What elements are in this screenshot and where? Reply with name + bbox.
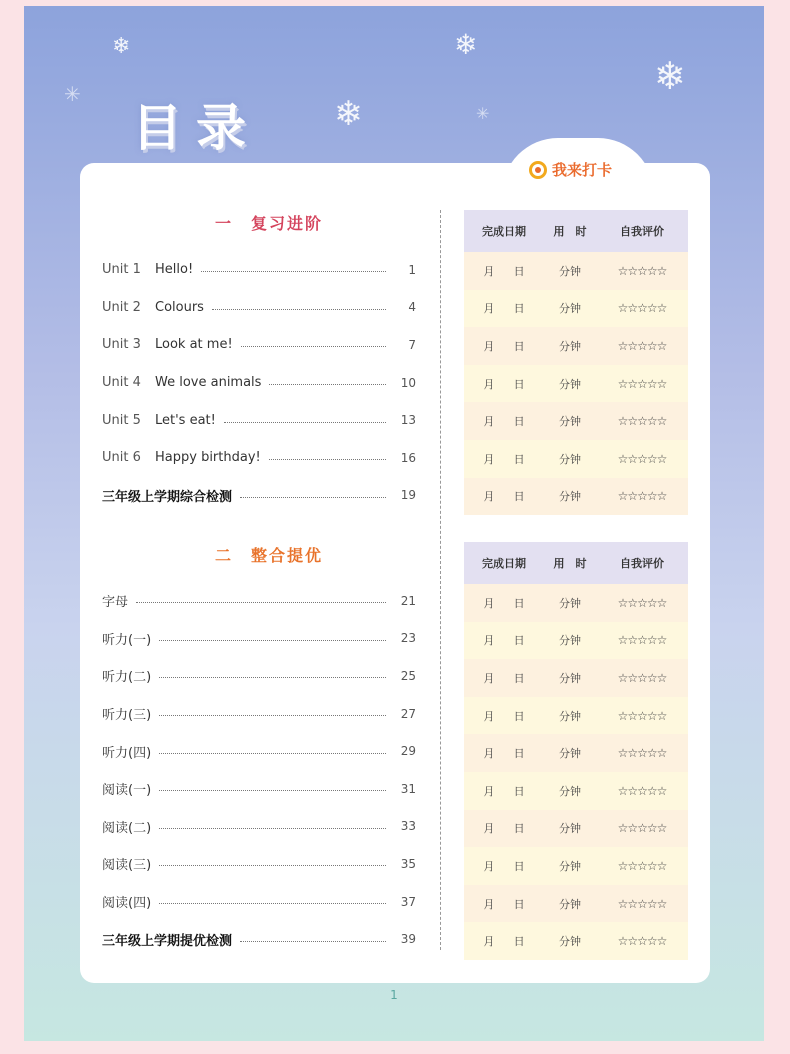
time-cell: 分钟 — [559, 897, 581, 911]
toc-entry — [102, 657, 416, 695]
rating-stars: ☆☆☆☆☆ — [617, 858, 667, 873]
day-label: 日 — [513, 897, 525, 911]
toc-entry-label — [102, 704, 151, 723]
toc-entry — [102, 251, 416, 289]
toc-entry — [102, 364, 416, 402]
checkin-row — [464, 847, 688, 885]
time-cell: 分钟 — [559, 859, 581, 873]
rating-stars: ☆☆☆☆☆ — [617, 451, 667, 466]
leader-dots — [240, 497, 386, 498]
checkin-row — [464, 365, 688, 403]
toc-entry-label — [102, 591, 128, 610]
unit-number: Unit 4 — [102, 375, 141, 391]
checkin-row — [464, 252, 688, 290]
toc-entry — [102, 439, 416, 477]
toc-entry-label — [102, 779, 151, 798]
page-ref: 1 — [408, 262, 416, 277]
entry-title: Hello! — [155, 262, 194, 278]
snowflake-icon: ❄ — [454, 28, 478, 61]
month-label: 月 — [483, 490, 495, 504]
checkin-table-review — [464, 210, 688, 515]
leader-dots — [159, 828, 386, 829]
checkin-text: 我来打卡 — [552, 161, 613, 179]
unit-number: Unit 2 — [102, 299, 141, 315]
leader-dots — [240, 941, 386, 942]
table-header — [464, 210, 688, 252]
month-label: 月 — [483, 897, 495, 911]
date-cell — [464, 933, 544, 949]
entry-title: Colours — [155, 299, 204, 315]
unit-number: Unit 3 — [102, 337, 141, 353]
toc-entry-label — [102, 854, 151, 873]
time-cell: 分钟 — [559, 596, 581, 610]
page-ref: 39 — [400, 932, 416, 947]
rating-stars: ☆☆☆☆☆ — [617, 595, 667, 610]
date-cell — [464, 263, 544, 279]
leader-dots — [159, 790, 386, 791]
date-cell — [464, 451, 544, 467]
time-cell: 分钟 — [559, 490, 581, 504]
entry-title: 听力(四) — [102, 745, 152, 761]
page-ref: 16 — [400, 450, 416, 465]
entry-title: 字母 — [102, 595, 129, 611]
leader-dots — [159, 903, 386, 904]
checkin-row — [464, 697, 688, 735]
day-label: 日 — [513, 339, 525, 353]
entry-title: 三年级上学期综合检测 — [102, 489, 233, 505]
rating-stars: ☆☆☆☆☆ — [617, 338, 667, 353]
month-label: 月 — [483, 709, 495, 723]
toc-entry — [102, 883, 416, 921]
rating-stars: ☆☆☆☆☆ — [617, 783, 667, 798]
rating-stars: ☆☆☆☆☆ — [617, 301, 667, 316]
snowflake-icon: ❄ — [112, 34, 131, 59]
toc-entry — [102, 770, 416, 808]
entry-title: 听力(一) — [102, 632, 152, 648]
time-cell: 分钟 — [559, 784, 581, 798]
time-cell: 分钟 — [559, 747, 581, 761]
day-label: 日 — [513, 747, 525, 761]
header-cell: 完成日期 — [482, 557, 526, 570]
time-cell: 分钟 — [559, 415, 581, 429]
page-ref: 37 — [400, 894, 416, 909]
toc-entry-label — [102, 817, 151, 836]
entry-title: 阅读(四) — [102, 896, 152, 912]
day-label: 日 — [513, 596, 525, 610]
rating-stars: ☆☆☆☆☆ — [617, 746, 667, 761]
page-ref: 13 — [400, 413, 416, 428]
day-label: 日 — [513, 784, 525, 798]
header-cell: 自我评价 — [620, 557, 664, 570]
date-cell — [464, 595, 544, 611]
toc-entry-label — [102, 629, 151, 648]
checkin-row — [464, 584, 688, 622]
date-cell — [464, 783, 544, 799]
snowflake-icon: ✳ — [64, 82, 81, 106]
checkin-row — [464, 810, 688, 848]
leader-dots — [159, 715, 386, 716]
month-label: 月 — [483, 377, 495, 391]
leader-dots — [159, 640, 386, 641]
section-title-review: 一 复习进阶 — [214, 214, 323, 233]
month-label: 月 — [483, 747, 495, 761]
toc-entry-label — [102, 450, 261, 465]
toc-entry — [102, 620, 416, 658]
date-cell — [464, 300, 544, 316]
entry-title: 听力(三) — [102, 708, 152, 724]
entry-title: 阅读(一) — [102, 783, 152, 799]
toc-entry — [102, 845, 416, 883]
rating-stars: ☆☆☆☆☆ — [617, 708, 667, 723]
month-label: 月 — [483, 596, 495, 610]
unit-number: Unit 5 — [102, 412, 141, 428]
day-label: 日 — [513, 709, 525, 723]
column-divider — [440, 210, 441, 950]
rating-stars: ☆☆☆☆☆ — [617, 670, 667, 685]
leader-dots — [159, 865, 386, 866]
toc-entry-label — [102, 930, 232, 949]
time-cell: 分钟 — [559, 452, 581, 466]
month-label: 月 — [483, 452, 495, 466]
entry-title: 阅读(二) — [102, 820, 152, 836]
rating-stars: ☆☆☆☆☆ — [617, 934, 667, 949]
day-label: 日 — [513, 264, 525, 278]
date-cell — [464, 413, 544, 429]
time-cell: 分钟 — [559, 634, 581, 648]
toc-entry-label — [102, 892, 151, 911]
month-label: 月 — [483, 859, 495, 873]
page-ref: 27 — [400, 706, 416, 721]
checkin-row — [464, 734, 688, 772]
toc-list-integration — [102, 582, 416, 958]
date-cell — [464, 632, 544, 648]
toc-entry — [102, 326, 416, 364]
month-label: 月 — [483, 671, 495, 685]
date-cell — [464, 820, 544, 836]
entry-title: We love animals — [155, 375, 262, 391]
toc-entry-label — [102, 337, 233, 352]
header-cell: 自我评价 — [620, 225, 664, 238]
time-cell: 分钟 — [559, 935, 581, 949]
unit-number: Unit 6 — [102, 450, 141, 466]
date-cell — [464, 338, 544, 354]
time-cell: 分钟 — [559, 264, 581, 278]
entry-title: Let's eat! — [155, 412, 216, 428]
month-label: 月 — [483, 634, 495, 648]
date-cell — [464, 376, 544, 392]
month-label: 月 — [483, 302, 495, 316]
snowflake-icon: ✳ — [476, 104, 490, 123]
page-ref: 31 — [400, 781, 416, 796]
page-ref: 19 — [400, 488, 416, 503]
checkin-row — [464, 885, 688, 923]
month-label: 月 — [483, 415, 495, 429]
toc-entry-label — [102, 486, 232, 505]
leader-dots — [159, 753, 386, 754]
page-ref: 7 — [408, 337, 416, 352]
leader-dots — [269, 384, 386, 385]
date-cell — [464, 896, 544, 912]
toc-entry — [102, 477, 416, 515]
toc-entry-label — [102, 375, 261, 390]
entry-title: 三年级上学期提优检测 — [102, 933, 233, 949]
leader-dots — [212, 309, 386, 310]
page-ref: 21 — [400, 593, 416, 608]
toc-list-review — [102, 251, 416, 514]
toc-entry — [102, 920, 416, 958]
day-label: 日 — [513, 671, 525, 685]
checkin-row — [464, 440, 688, 478]
leader-dots — [269, 459, 386, 460]
rating-stars: ☆☆☆☆☆ — [617, 633, 667, 648]
page-ref: 4 — [408, 300, 416, 315]
month-label: 月 — [483, 339, 495, 353]
month-label: 月 — [483, 822, 495, 836]
leader-dots — [159, 677, 386, 678]
header-cell: 完成日期 — [482, 225, 526, 238]
section-title-integration: 二 整合提优 — [214, 546, 323, 565]
checkin-row — [464, 327, 688, 365]
date-cell — [464, 488, 544, 504]
checkin-table-integration — [464, 542, 688, 960]
toc-entry — [102, 808, 416, 846]
leader-dots — [201, 271, 386, 272]
day-label: 日 — [513, 377, 525, 391]
date-cell — [464, 858, 544, 874]
day-label: 日 — [513, 452, 525, 466]
toc-entry — [102, 695, 416, 733]
day-label: 日 — [513, 822, 525, 836]
day-label: 日 — [513, 859, 525, 873]
toc-entry-label — [102, 742, 151, 761]
page — [24, 6, 764, 1041]
checkin-row — [464, 922, 688, 960]
month-label: 月 — [483, 935, 495, 949]
checkin-row — [464, 772, 688, 810]
page-title: 目录 — [132, 99, 260, 157]
checkin-row — [464, 659, 688, 697]
time-cell: 分钟 — [559, 302, 581, 316]
snowflake-icon: ❄ — [654, 54, 686, 98]
time-cell: 分钟 — [559, 822, 581, 836]
rating-stars: ☆☆☆☆☆ — [617, 896, 667, 911]
page-ref: 33 — [400, 819, 416, 834]
time-cell: 分钟 — [559, 671, 581, 685]
page-ref: 29 — [400, 744, 416, 759]
day-label: 日 — [513, 490, 525, 504]
page-number: 1 — [390, 988, 398, 1002]
checkin-row — [464, 402, 688, 440]
rating-stars: ☆☆☆☆☆ — [617, 821, 667, 836]
date-cell — [464, 745, 544, 761]
snowflake-icon: ❄ — [334, 94, 363, 134]
rating-stars: ☆☆☆☆☆ — [617, 376, 667, 391]
checkin-row — [464, 478, 688, 516]
day-label: 日 — [513, 634, 525, 648]
toc-entry — [102, 401, 416, 439]
day-label: 日 — [513, 415, 525, 429]
date-cell — [464, 670, 544, 686]
unit-number: Unit 1 — [102, 262, 141, 278]
header-cell: 用 时 — [553, 225, 587, 238]
time-cell: 分钟 — [559, 339, 581, 353]
toc-entry — [102, 732, 416, 770]
rating-stars: ☆☆☆☆☆ — [617, 263, 667, 278]
toc-entry — [102, 582, 416, 620]
table-header — [464, 542, 688, 584]
target-icon — [529, 161, 547, 179]
toc-entry-label — [102, 262, 193, 277]
entry-title: Happy birthday! — [155, 450, 261, 466]
leader-dots — [241, 346, 386, 347]
time-cell: 分钟 — [559, 709, 581, 723]
table-body — [464, 252, 688, 515]
header-cell: 用 时 — [553, 557, 587, 570]
page-ref: 10 — [400, 375, 416, 390]
toc-entry-label — [102, 413, 216, 428]
date-cell — [464, 708, 544, 724]
entry-title: 听力(二) — [102, 670, 152, 686]
checkin-row — [464, 290, 688, 328]
leader-dots — [224, 422, 386, 423]
page-ref: 25 — [400, 668, 416, 683]
leader-dots — [136, 602, 386, 603]
page-ref: 23 — [400, 631, 416, 646]
time-cell: 分钟 — [559, 377, 581, 391]
entry-title: Look at me! — [155, 337, 233, 353]
checkin-label — [529, 159, 612, 180]
table-body — [464, 584, 688, 960]
month-label: 月 — [483, 264, 495, 278]
rating-stars: ☆☆☆☆☆ — [617, 489, 667, 504]
checkin-row — [464, 622, 688, 660]
toc-entry-label — [102, 666, 151, 685]
toc-entry — [102, 289, 416, 327]
rating-stars: ☆☆☆☆☆ — [617, 414, 667, 429]
day-label: 日 — [513, 935, 525, 949]
day-label: 日 — [513, 302, 525, 316]
toc-entry-label — [102, 300, 204, 315]
entry-title: 阅读(三) — [102, 858, 152, 874]
page-ref: 35 — [400, 856, 416, 871]
month-label: 月 — [483, 784, 495, 798]
